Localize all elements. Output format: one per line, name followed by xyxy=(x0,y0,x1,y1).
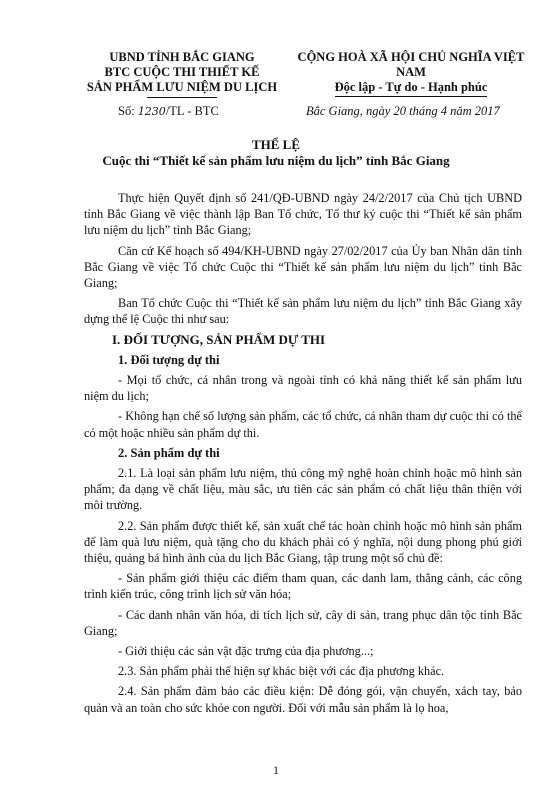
agency-underline xyxy=(147,97,217,98)
document-title: THỂ LỆ xyxy=(251,137,301,152)
agency-line-2: BTC CUỘC THI THIẾT KẾ xyxy=(104,65,260,79)
document-subtitle: Cuộc thi “Thiết kế sản phẩm lưu niệm du lịch” tỉnh Bắc Giang xyxy=(102,153,450,168)
subsection-1-item-2: - Không hạn chế số lượng sản phẩm, các tổ chức, cá nhân tham dự cuộc thi có thể có một hoặc nhiều sản phẩm dự thi. xyxy=(84,409,522,440)
national-heading xyxy=(282,50,540,97)
subsection-1-item-1: - Mọi tổ chức, cá nhân trong và ngoài tỉnh có khả năng thiết kế sản phẩm lưu niệm du lịch; xyxy=(84,373,522,404)
doc-number-suffix: /TL - BTC xyxy=(165,104,219,118)
date-prefix: Bắc Giang, ngày xyxy=(306,104,391,118)
subsection-2-item-2: 2.2. Sản phẩm được thiết kế, sản xuất chế tác hoàn chỉnh hoặc mô hình sản phẩm để làm quà lưu niệm, quà tặng cho du khách phải có ý nghĩa, nội dung phong phú giới thiệu, quảng bá hình ảnh của du lịch Bắc Giang, tập trung một số chủ đề: xyxy=(84,518,522,566)
section-1-heading: I. ĐỐI TƯỢNG, SẢN PHẨM DỰ THI xyxy=(112,331,326,347)
subsection-2-item-3: - Sản phẩm giới thiệu các điểm tham quan, các danh lam, thắng cảnh, các công trình kiến trúc, công trình lịch sử văn hóa; xyxy=(84,571,522,602)
subsection-2-item-7: 2.4. Sản phẩm đảm bảo các điều kiện: Dễ đóng gói, vận chuyển, xách tay, bảo quản và an toàn cho sức khỏe con người. Đối với mẫu sản phẩm là lọ hoa, xyxy=(84,684,522,715)
national-motto: Độc lập - Tự do - Hạnh phúc xyxy=(335,80,488,97)
date-line xyxy=(306,104,500,119)
doc-number-prefix: Số: xyxy=(118,104,135,118)
doc-number-handwritten: 1230 xyxy=(137,105,166,118)
subsection-2-heading: 2. Sản phẩm dự thi xyxy=(118,445,220,460)
agency-line-3: SẢN PHẨM LƯU NIỆM DU LỊCH xyxy=(86,80,278,94)
page-number: 1 xyxy=(273,763,279,777)
preamble-paragraph-1: Thực hiện Quyết định số 241/QĐ-UBND ngày 24/2/2017 của Chủ tịch UBND tỉnh Bắc Giang về việc thành lập Ban Tổ chức, Tổ thư ký cuộc thi “Thiết kế sản phẩm lưu niệm du lịch” tỉnh Bắc Giang; xyxy=(84,191,522,238)
subsection-2-item-1: 2.1. Là loại sản phẩm lưu niệm, thủ công mỹ nghệ hoàn chỉnh hoặc mô hình sản phẩm; đa dạng về chất liệu, màu sắc, ưu tiên các sản phẩm có chất liệu thân thiện với môi trường. xyxy=(84,466,522,513)
subsection-1-heading: 1. Đối tượng dự thi xyxy=(118,352,220,367)
issuing-agency xyxy=(82,50,282,98)
subsection-2-item-6: 2.3. Sản phẩm phải thể hiện sự khác biệt với các địa phương khác. xyxy=(118,664,445,679)
date-suffix: tháng 4 năm 2017 xyxy=(409,104,500,118)
subsection-2-item-4: - Các danh nhân văn hóa, di tích lịch sử, cây di sản, trang phục dân tộc tỉnh Bắc Giang; xyxy=(84,607,522,638)
document-number xyxy=(118,104,219,119)
agency-line-1: UBND TỈNH BẮC GIANG xyxy=(109,50,255,64)
date-day: 20 xyxy=(393,104,406,118)
national-title: CỘNG HOÀ XÃ HỘI CHỦ NGHĨA VIỆT NAM xyxy=(297,50,525,79)
preamble-paragraph-3: Ban Tổ chức Cuộc thi “Thiết kế sản phẩm lưu niệm du lịch” tỉnh Bắc Giang xây dựng thể lệ Cuộc thi như sau: xyxy=(84,296,522,327)
subsection-2-item-5: - Giới thiệu các sản vật đặc trưng của địa phương...; xyxy=(118,644,374,659)
document-body xyxy=(84,190,522,720)
preamble-paragraph-2: Căn cứ Kế hoạch số 494/KH-UBND ngày 27/02/2017 của Ủy ban Nhân dân tỉnh Bắc Giang về việc Tổ chức Cuộc thi “Thiết kế sản phẩm lưu niệm du lịch” tỉnh Bắc Giang; xyxy=(84,243,522,291)
